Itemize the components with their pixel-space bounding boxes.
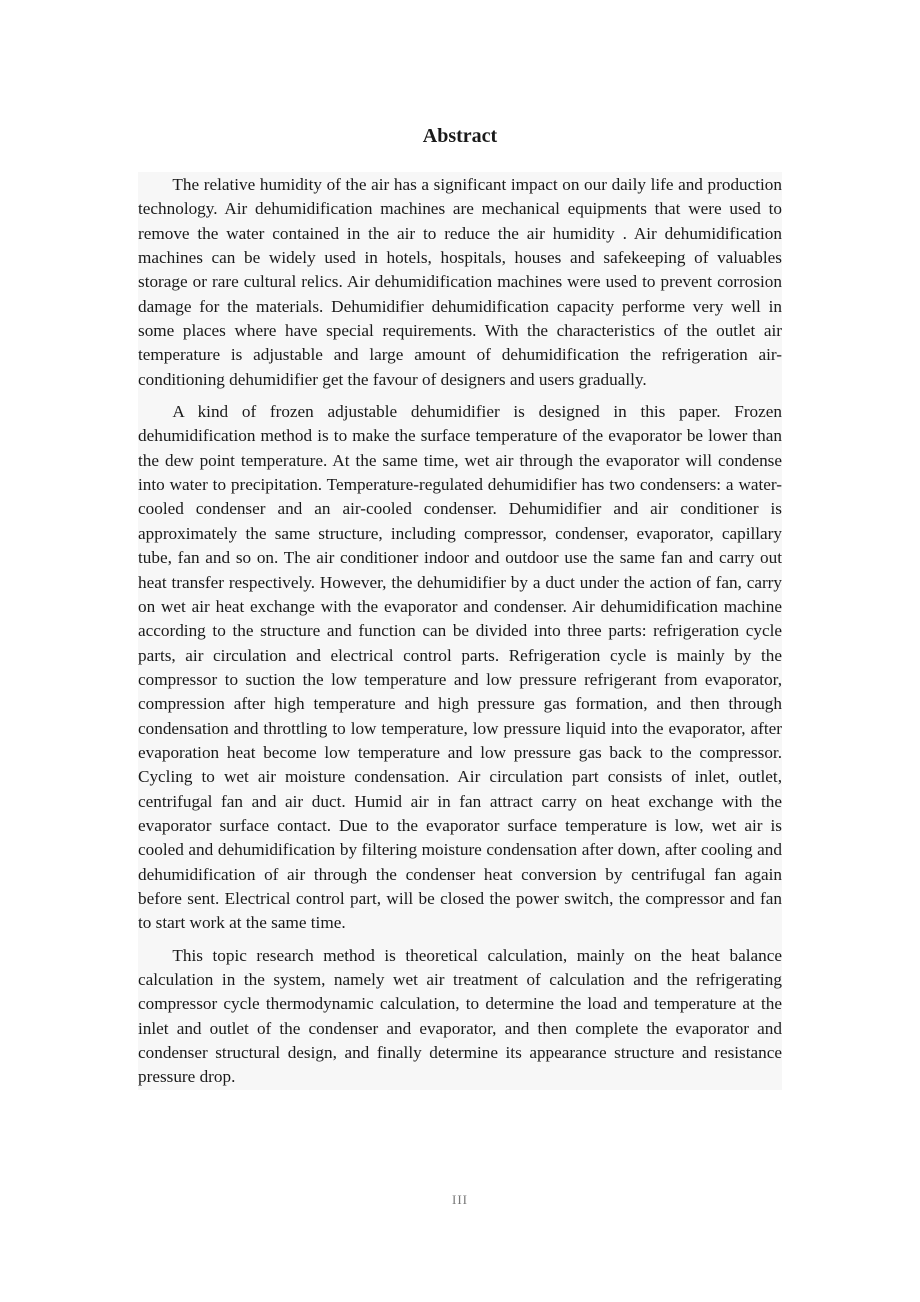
abstract-paragraph: This topic research method is theoretical calculation, mainly on the heat balance calculation in the system, namely wet air treatment of calculation and the refrigerating compressor cycle thermodynamic calculation, to determine the load and temperature at the inlet and outlet of the condenser and evaporator, and then complete the evaporator and condenser structural design, and finally determine its appearance structure and resistance pressure drop.	[138, 945, 782, 1087]
page-number: III	[452, 1192, 468, 1207]
page-title: Abstract	[422, 125, 498, 147]
abstract-paragraph: A kind of frozen adjustable dehumidifier is designed in this paper. Frozen dehumidification method is to make the surface temperature of the evaporator be lower than the dew point temperature. At the same time, wet air through the evaporator will condense into water to precipitation. Temperature-regulated dehumidifier has two condensers: a water-cooled condenser and an air-cooled condenser. Dehumidifier and air conditioner is approximately the same structure, including compressor, condenser, evaporator, capillary tube, fan and so on. The air conditioner indoor and outdoor use the same fan and carry out heat transfer respectively. However, the dehumidifier by a duct under the action of fan, carry on wet air heat exchange with the evaporator and condenser. Air dehumidification machine according to the structure and function can be divided into three parts: refrigeration cycle parts, air circulation and electrical control parts. Refrigeration cycle is mainly by the compressor to suction the low temperature and low pressure refrigerant from evaporator, compression after high temperature and high pressure gas formation, and then through condensation and throttling to low temperature, low pressure liquid into the evaporator, after evaporation heat become low temperature and low pressure gas back to the compressor. Cycling to wet air moisture condensation. Air circulation part consists of inlet, outlet, centrifugal fan and air duct. Humid air in fan attract carry on heat exchange with the evaporator surface contact. Due to the evaporator surface temperature is low, wet air is cooled and dehumidification by filtering moisture condensation after down, after cooling and dehumidification of air through the condenser heat conversion by centrifugal fan again before sent. Electrical control part, will be closed the power switch, the compressor and fan to start work at the same time.	[138, 402, 782, 933]
abstract-paragraph: The relative humidity of the air has a significant impact on our daily life and production technology. Air dehumidification machines are mechanical equipments that were used to remove the water contained in the air to reduce the air humidity . Air dehumidification machines can be widely used in hotels, hospitals, houses and safekeeping of valuables storage or rare cultural relics. Air dehumidification machines were used to prevent corrosion damage for the materials. Dehumidifier dehumidification capacity performe very well in some places where have special requirements. With the characteristics of the outlet air temperature is adjustable and large amount of dehumidification the refrigeration air-conditioning dehumidifier get the favour of designers and users gradually.	[138, 175, 782, 389]
abstract-body	[138, 172, 782, 1090]
